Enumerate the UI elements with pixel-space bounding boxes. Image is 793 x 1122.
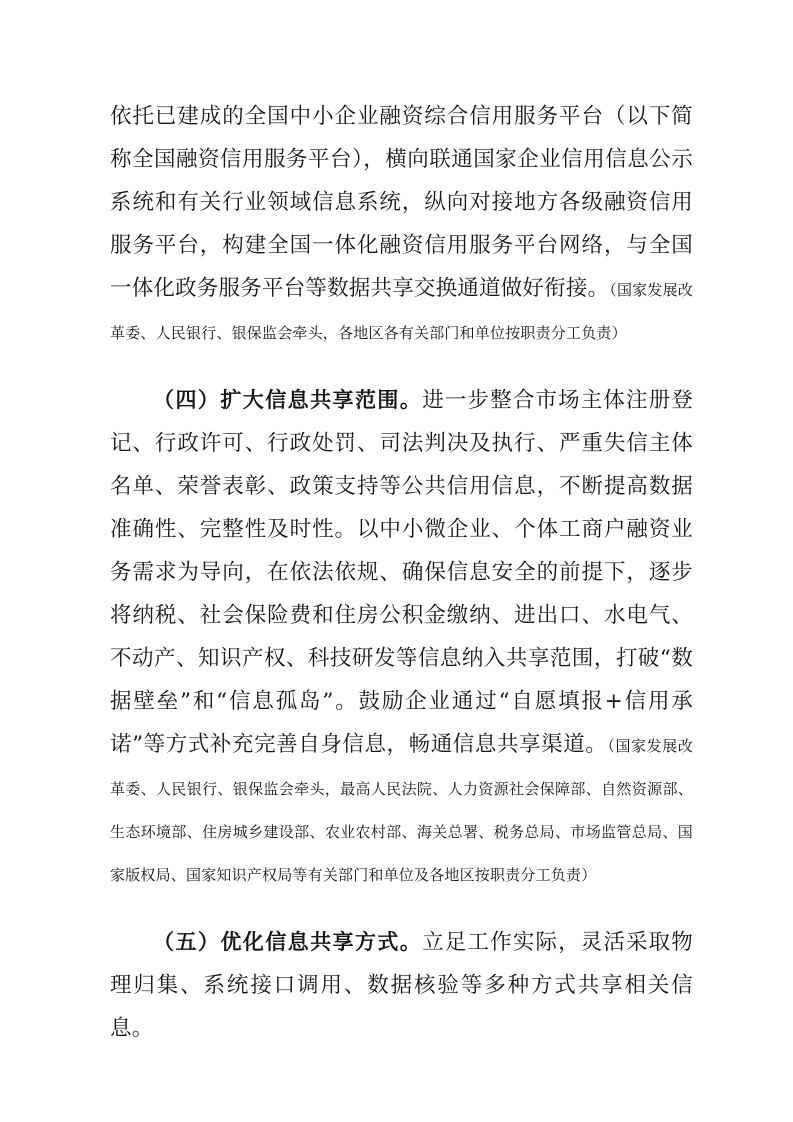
paragraph-scope [110, 379, 693, 895]
paragraph-platform-text: 依托已建成的全国中小企业融资综合信用服务平台（以下简称全国融资信用服务平台），横向联通国家企业信用信息公示系统和有关行业领域信息系统，纵向对接地方各级融资信用服务平台，构建全国一体化融资信用服务平台网络，与全国一体化政务服务平台等数据共享交换通道做好衔接。 [110, 104, 693, 301]
paragraph-scope-heading: （四）扩大信息共享范围。 [153, 388, 423, 412]
paragraph-method-heading: （五）优化信息共享方式。 [153, 930, 423, 954]
paragraph-platform [110, 95, 693, 353]
paragraph-scope-note: （国家发展改革委、人民银行、银保监会牵头，最高人民法院、人力资源社会保障部、自然资源部、生态环境部、住房城乡建设部、农业农村部、海关总署、税务总局、市场监管总局、国家版权局、国家知识产权局等有关部门和单位及各地区按职责分工负责） [110, 737, 694, 884]
paragraph-method [110, 921, 693, 1050]
spacer [110, 895, 693, 921]
paragraph-platform-note: （国家发展改革委、人民银行、银保监会牵头，各地区各有关部门和单位按职责分工负责） [110, 281, 694, 342]
spacer [110, 353, 693, 379]
paragraph-scope-text: 进一步整合市场主体注册登记、行政许可、行政处罚、司法判决及执行、严重失信主体名单、荣誉表彰、政策支持等公共信用信息，不断提高数据准确性、完整性及时性。以中小微企业、个体工商户融资业务需求为导向，在依法依规、确保信息安全的前提下，逐步将纳税、社会保险费和住房公积金缴纳、进出口、水电气、不动产、知识产权、科技研发等信息纳入共享范围，打破“数据壁垒”和“信息孤岛”。鼓励企业通过“自愿填报+信用承诺”等方式补充完善自身信息，畅通信息共享渠道。 [110, 388, 693, 757]
paragraph-method-text: 立足工作实际，灵活采取物理归集、系统接口调用、数据核验等多种方式共享相关信息。 [110, 930, 693, 1041]
document-body [110, 95, 693, 1050]
